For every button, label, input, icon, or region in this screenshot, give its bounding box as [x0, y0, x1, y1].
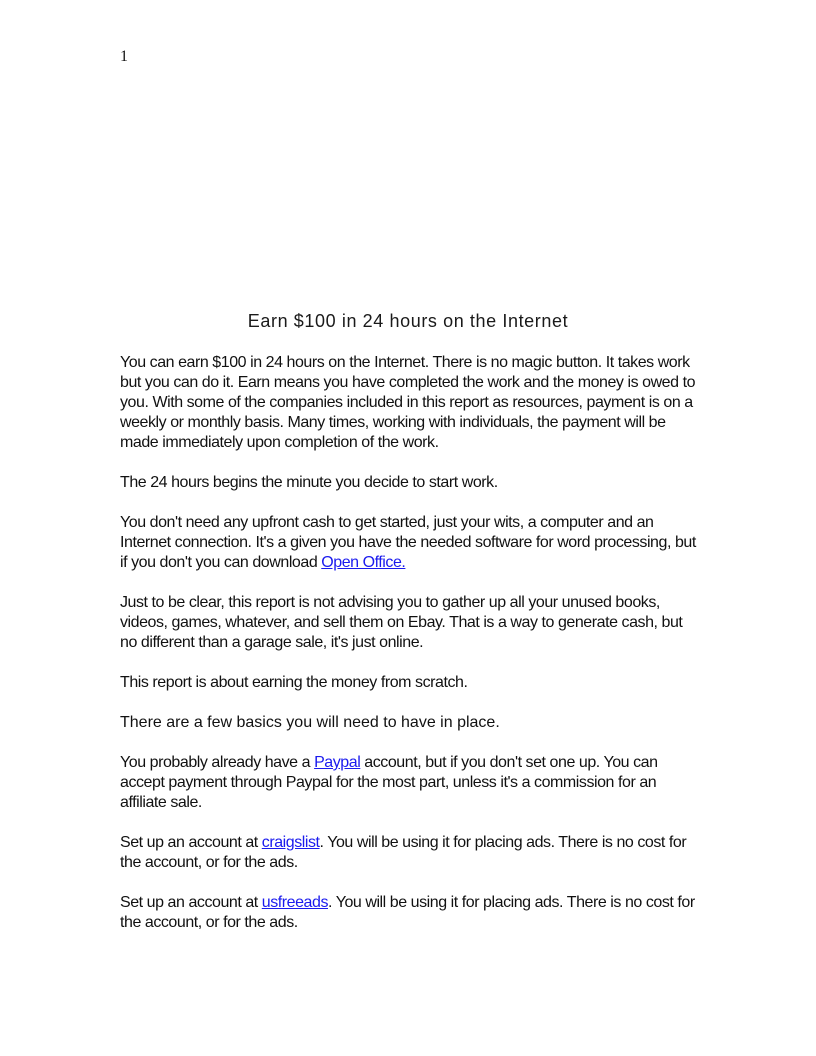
paragraph-usfreeads — [120, 893, 700, 933]
paragraph-requirements — [120, 513, 700, 573]
page-number: 1 — [120, 48, 128, 65]
document-body — [120, 353, 700, 953]
paragraph-clarification: Just to be clear, this report is not advising you to gather up all your unused books, videos, games, whatever, and sell them on Ebay. That is a way to generate cash, but no different than a garage sale, it's just online. — [120, 594, 683, 651]
paragraph-text: Set up an account at — [120, 834, 262, 851]
paragraph-text: You probably already have a — [120, 754, 315, 771]
paypal-link[interactable]: Paypal — [314, 754, 361, 771]
craigslist-link[interactable]: craigslist — [261, 834, 320, 851]
paragraph-craigslist — [120, 833, 700, 873]
paragraph-text: . You will be using it for placing ads. There is no cost for the account, or for the ads. — [120, 894, 695, 931]
paragraph-intro: You can earn $100 in 24 hours on the Internet. There is no magic button. It takes work but you can do it. Earn means you have completed the work and the money is owed to you. With some of the companies included in this report as resources, payment is on a weekly or monthly basis. Many times, working with individuals, the payment will be made immediately upon completion of the work. — [120, 354, 696, 451]
paragraph-24-hours: The 24 hours begins the minute you decide to start work. — [120, 474, 498, 491]
paragraph-text: account, but if you don't set one up. You can accept payment through Paypal for the most part, unless it's a commission for an affiliate sale. — [120, 754, 658, 811]
document-title: Earn $100 in 24 hours on the Internet — [247, 311, 569, 331]
paragraph-paypal — [120, 753, 700, 813]
paragraph-text: You don't need any upfront cash to get started, just your wits, a computer and an Internet connection. It's a given you have the needed software for word processing, but if you don't you can download — [120, 514, 696, 571]
paragraph-basics: There are a few basics you will need to have in place. — [120, 714, 500, 731]
paragraph-scratch: This report is about earning the money from scratch. — [120, 674, 468, 691]
open-office-link[interactable]: Open Office. — [321, 554, 406, 571]
usfreeads-link[interactable]: usfreeads — [261, 894, 328, 911]
paragraph-text: Set up an account at — [120, 894, 262, 911]
paragraph-text: . You will be using it for placing ads. There is no cost for the account, or for the ads. — [120, 834, 687, 871]
